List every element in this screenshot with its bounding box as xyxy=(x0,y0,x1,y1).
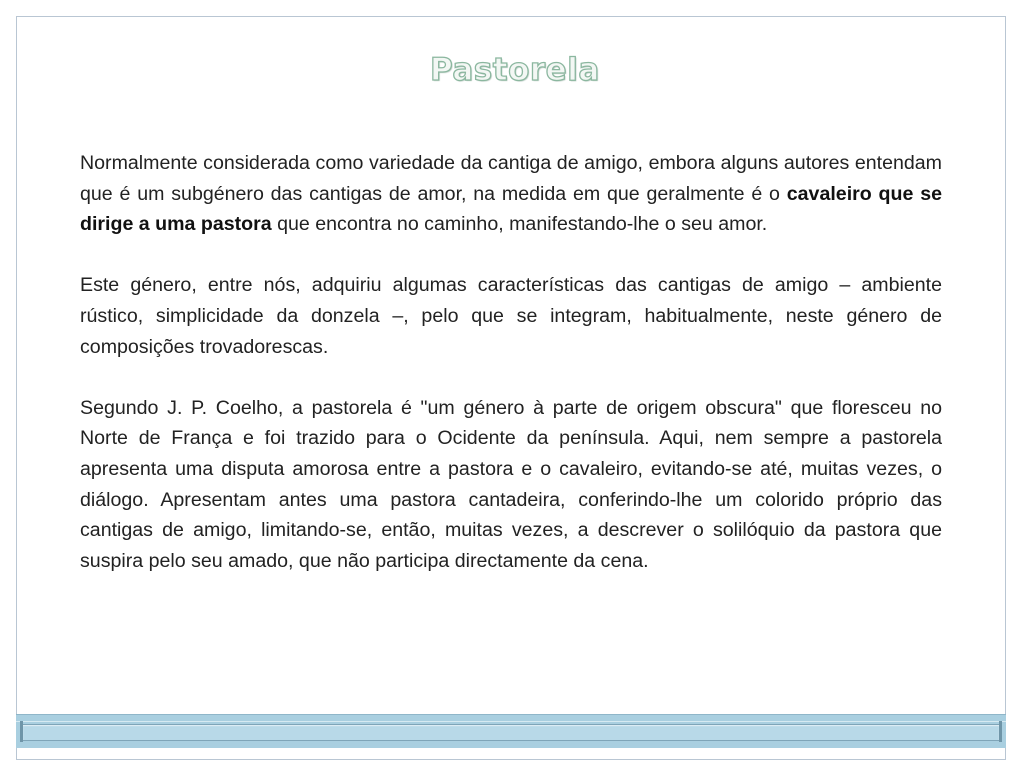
paragraph-1 xyxy=(80,148,942,240)
paragraph-3: Segundo J. P. Coelho, a pastorela é "um género à parte de origem obscura" que floresceu no Norte de França e foi trazido para o Ocidente da península. Aqui, nem sempre a pastorela apresenta uma disputa amorosa entre a pastora e o cavaleiro, evitando-se até, muitas vezes, o diálogo. Apresentam antes uma pastora cantadeira, conferindo-lhe um colorido próprio das cantigas de amigo, limitando-se, então, muitas vezes, a descrever o solilóquio da pastora que suspira pelo seu amado, que não participa directamente da cena. xyxy=(80,396,942,572)
paragraph-1-bold-text: cavaleiro que se dirige a uma pastora xyxy=(80,182,942,236)
footer-inner-panel xyxy=(22,724,1000,741)
footer-highlight-line xyxy=(16,721,1006,722)
paragraph-1-text-before: Normalmente considerada como variedade da cantiga de amigo, embora alguns autores entendam que é um subgénero das cantigas de amor, na medida em que geralmente é o xyxy=(80,152,942,205)
paragraph-1-text-after: que encontra no caminho, manifestando-lhe o seu amor. xyxy=(271,213,768,236)
slide-title: Pastorela xyxy=(430,52,600,88)
footer-left-cap xyxy=(20,721,23,742)
slide-body xyxy=(80,148,942,607)
footer-right-cap xyxy=(999,721,1002,742)
title-container xyxy=(430,52,600,88)
footer-bar xyxy=(16,714,1006,748)
paragraph-2: Este género, entre nós, adquiriu algumas características das cantigas de amigo – ambiente rústico, simplicidade da donzela –, pelo que se integram, habitualmente, neste género de composições trovadorescas. xyxy=(80,274,942,358)
